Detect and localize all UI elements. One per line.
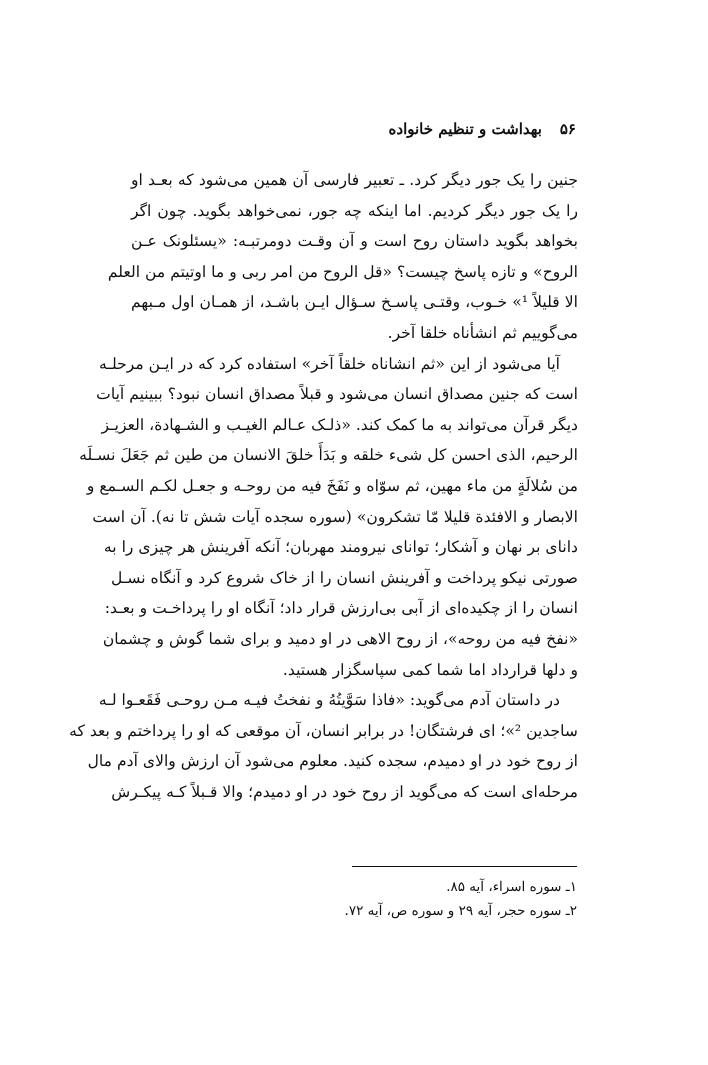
text-line: الا قلیلاً ¹» خـوب، وقتـی پاسـخ سـؤال ایـن باشـد، از همـان اول مـبهم	[131, 293, 578, 312]
footnote-divider	[352, 866, 577, 867]
text-line: صورتی نیکو پرداخت و آفرینش انسان را از خاک شروع کرد و آنگاه نسـل	[110, 568, 578, 587]
text-line: «نفخ فیه من روحه»، از روح الاهی در او دمید و برای شما گوش و چشمان	[102, 629, 578, 648]
page-number: ۵۶	[559, 120, 576, 138]
text-line: ساجدین ²»؛ ای فرشتگان! در برابر انسان، آن موقعی که او را پرداختم و بعد که	[69, 721, 578, 740]
text-line: مرحله‌ای است که می‌گوید از روح خود در او دمیدم؛ والا قـبلاً کـه پیکـرش	[111, 782, 578, 801]
text-line: است که جنین مصداق انسان می‌شود و قبلاً مصداق انسان نبود؟ ببینیم آیات	[96, 385, 578, 404]
footnote: ۲ـ سوره حجر، آیه ۲۹ و سوره ص، آیه ۷۲.	[344, 903, 577, 919]
text-line: دیگر قرآن می‌تواند به ما کمک کند. «ذلـک عـالم الغیـب و الشـهادة، العزیـز	[101, 415, 578, 434]
body-text	[69, 165, 578, 807]
text-line: الرحیم، الذی احسن کل شیء خلقه و بَدَأَ خلقَ الانسان من طین ثم جَعَلَ نسـلَه	[79, 446, 578, 465]
text-line: آیا می‌شود از این «ثم انشاناه خلقاً آخر» استفاده کرد که در ایـن مرحلـه	[99, 354, 560, 373]
running-title: بهداشت و تنظیم خانواده	[388, 120, 542, 138]
text-line: در داستان آدم می‌گوید: «فاذا سَوَّیتُهُ و نفختُ فیـه مـن روحـی فَقَعـوا لـه	[98, 691, 560, 710]
text-line: می‌گوییم ثم انشأناه خلقا آخر.	[387, 323, 578, 342]
footnote: ۱ـ سوره اسراء، آیه ۸۵.	[446, 879, 577, 895]
text-line: جنین را یک جور دیگر کرد. ـ تعبیر فارسی آن همین می‌شود که بعـد او	[131, 171, 578, 189]
text-line: بخواهد بگوید داستان روح است و آن وقـت دومرتبـه: «یسئلونک عـن	[131, 232, 578, 251]
text-line: و دلها قرارداد اما شما کمی سپاسگزار هستید.	[282, 660, 578, 679]
footnotes	[130, 875, 577, 923]
text-line: الروح» و تازه پاسخ چیست؟ «قل الروح من امر ربی و ما اوتیتم من العلم	[107, 262, 578, 281]
text-line: انسان را از چکیده‌ای از آبی بی‌ارزش قرار داد؛ آنگاه او را پرداخـت و بعـد:	[104, 599, 578, 618]
running-header	[389, 120, 576, 138]
text-line: را یک جور دیگر کردیم. اما اینکه چه جور، نمی‌خواهد بگوید. چون اگر	[131, 201, 578, 220]
text-line: الابصار و الافئدة قلیلا مّا تشکرون» (سوره سجده آیات شش تا نه). آن است	[92, 507, 578, 526]
text-line: من سُلالَةٍ من ماء مهین، ثم سوّاه و نَفَخَ فیه من روحـه و جعـل لکـم السـمع و	[86, 476, 578, 495]
text-line: دانای بر نهان و آشکار؛ توانای نیرومند مهربان؛ آنکه آفرینش هر چیزی را به	[103, 538, 578, 557]
text-line: از روح خود در او دمیدم، سجده کنید. معلوم می‌شود آن ارزش والای آدم مال	[87, 752, 578, 771]
